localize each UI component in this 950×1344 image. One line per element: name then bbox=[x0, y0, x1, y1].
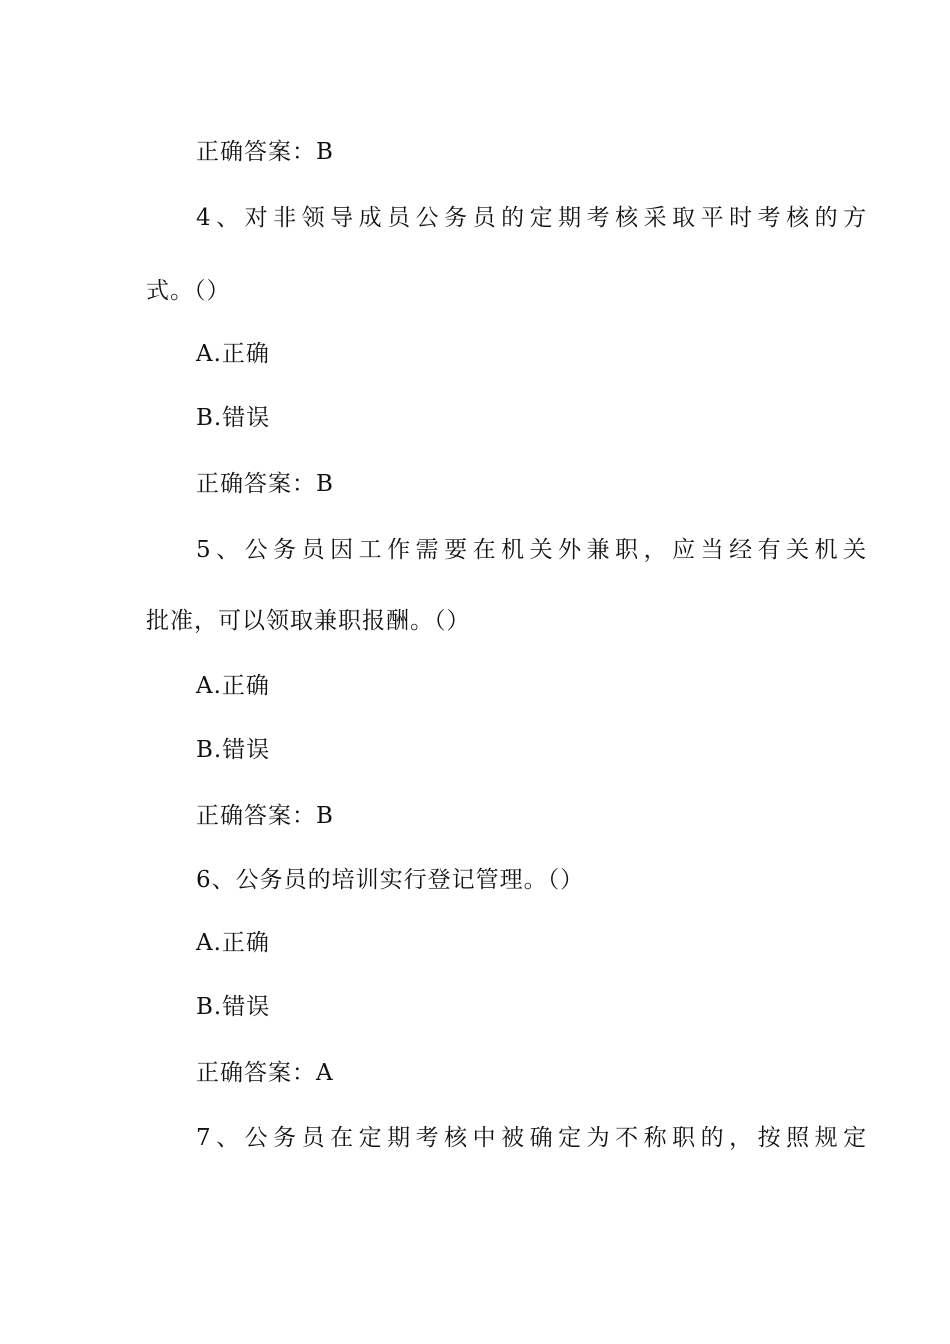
q5-stem-line2: 批准，可以领取兼职报酬。（） bbox=[146, 608, 471, 634]
q4-stem-line2: 式。（） bbox=[146, 278, 231, 304]
q5-answer: 正确答案：B bbox=[196, 803, 334, 829]
q5-option-a: A.正确 bbox=[196, 673, 270, 699]
q6-stem-line1: 6、公务员的培训实行登记管理。（） bbox=[196, 867, 585, 893]
q4-stem-line1: 4、对非领导成员公务员的定期考核采取平时考核的方 bbox=[196, 205, 872, 231]
q7-stem-line1: 7、公务员在定期考核中被确定为不称职的，按照规定 bbox=[196, 1125, 872, 1151]
q6-option-a: A.正确 bbox=[196, 930, 270, 956]
q6-answer: 正确答案：A bbox=[196, 1060, 334, 1086]
q4-option-b: B.错误 bbox=[196, 405, 271, 431]
q3-answer: 正确答案：B bbox=[196, 139, 334, 165]
q5-option-b: B.错误 bbox=[196, 737, 271, 763]
q4-option-a: A.正确 bbox=[196, 341, 270, 367]
q5-stem-line1: 5、公务员因工作需要在机关外兼职，应当经有关机关 bbox=[196, 537, 872, 563]
q4-answer: 正确答案：B bbox=[196, 471, 334, 497]
q6-option-b: B.错误 bbox=[196, 994, 271, 1020]
